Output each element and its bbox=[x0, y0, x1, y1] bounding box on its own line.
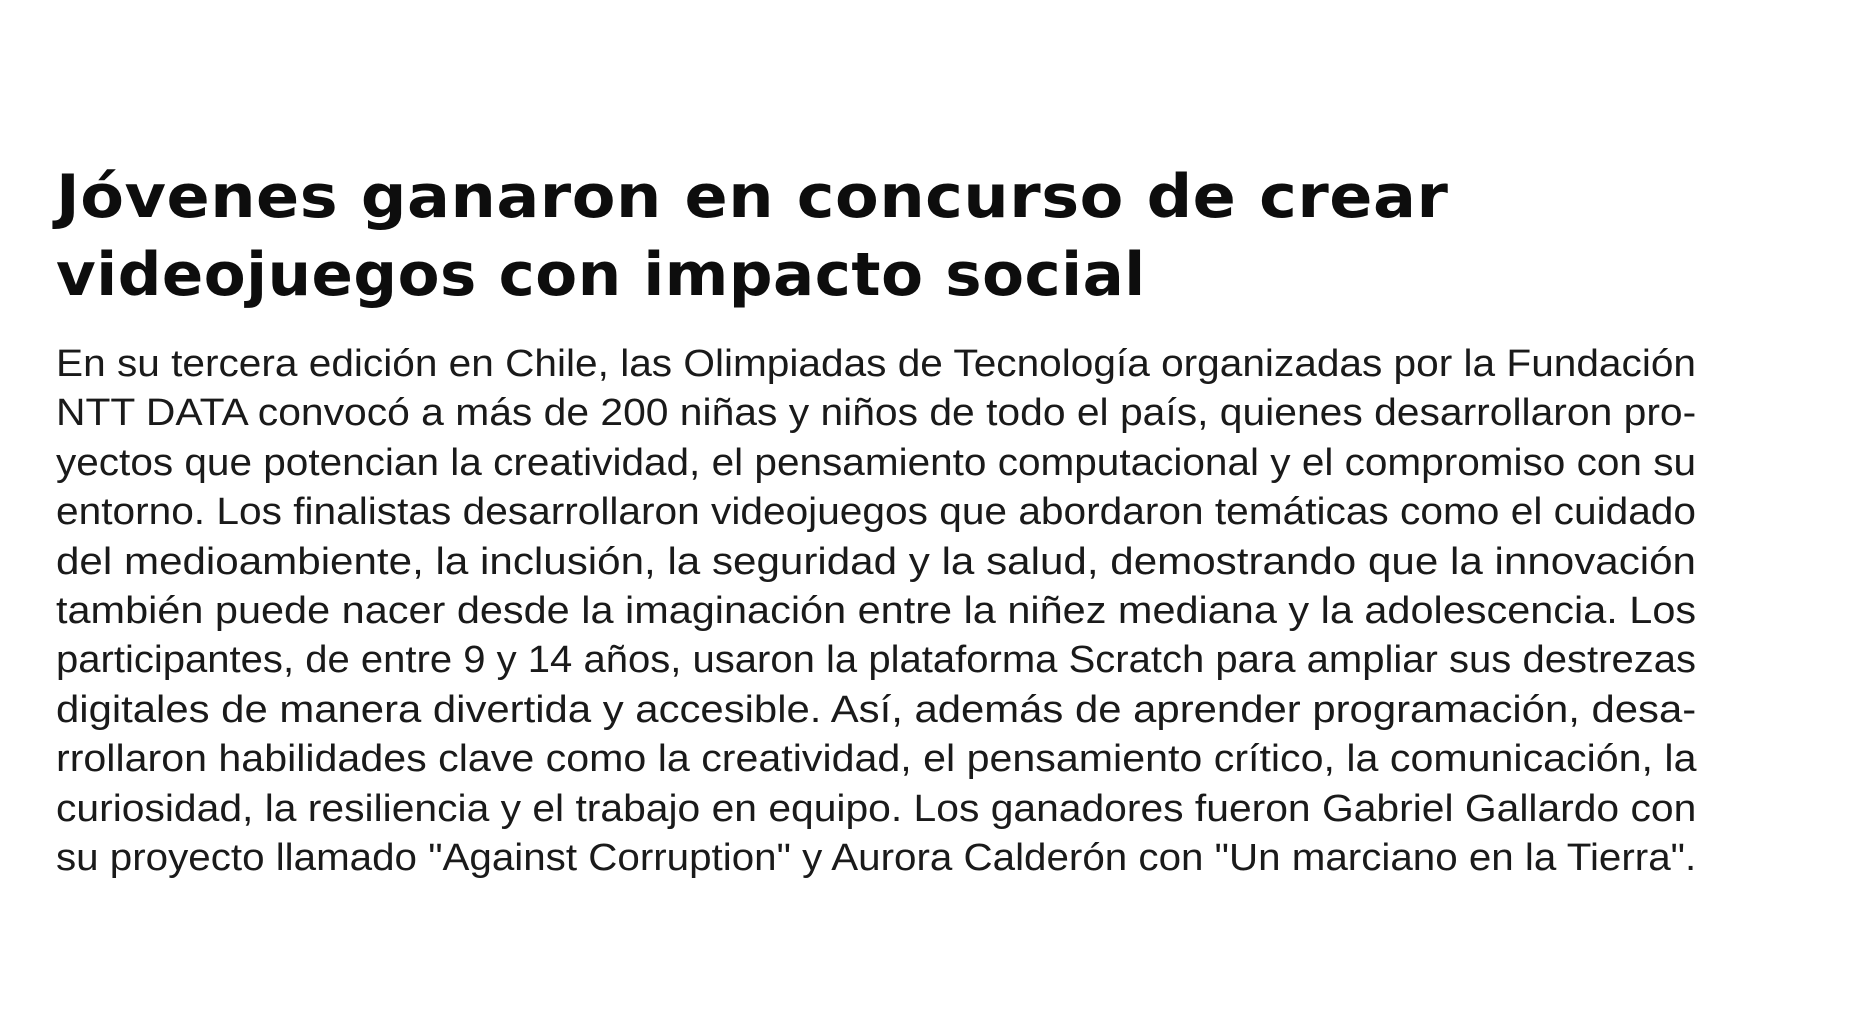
body-line-1: En su tercera edición en Chile, las Olimpiadas de Tecnología organizadas por la Fundación bbox=[56, 343, 1697, 385]
body-line-4: entorno. Los finalistas desarrollaron videojuegos que abordaron temáticas como el cuidado bbox=[56, 491, 1696, 534]
body-line-10: curiosidad, la resiliencia y el trabajo en equipo. Los ganadores fueron Gabriel Gallardo con bbox=[56, 787, 1697, 830]
body-line-7: participantes, de entre 9 y 14 años, usaron la plataforma Scratch para ampliar sus destrezas bbox=[56, 639, 1696, 682]
headline-line-1: Jóvenes ganaron en concurso de crear bbox=[56, 162, 1449, 232]
body-line-6: también puede nacer desde la imaginación entre la niñez mediana y la adolescencia. Los bbox=[56, 590, 1697, 633]
article-headline bbox=[56, 158, 1696, 314]
news-article bbox=[56, 158, 1696, 883]
headline-line-2: videojuegos con impacto social bbox=[56, 240, 1146, 310]
body-line-11: su proyecto llamado "Against Corruption" y Aurora Calderón con "Un marciano en la Tierra". bbox=[56, 837, 1697, 880]
body-line-8: digitales de manera divertida y accesible. Así, además de aprender programación, desa- bbox=[56, 688, 1697, 731]
body-line-5: del medioambiente, la inclusión, la seguridad y la salud, demostrando que la innovación bbox=[56, 540, 1697, 583]
body-line-9: rrollaron habilidades clave como la creatividad, el pensamiento crítico, la comunicación, la bbox=[56, 738, 1697, 781]
body-line-2: NTT DATA convocó a más de 200 niñas y niños de todo el país, quienes desarrollaron pro- bbox=[56, 392, 1697, 435]
body-line-3: yectos que potencian la creatividad, el pensamiento computacional y el compromiso con su bbox=[56, 441, 1697, 484]
article-body bbox=[56, 340, 1696, 883]
